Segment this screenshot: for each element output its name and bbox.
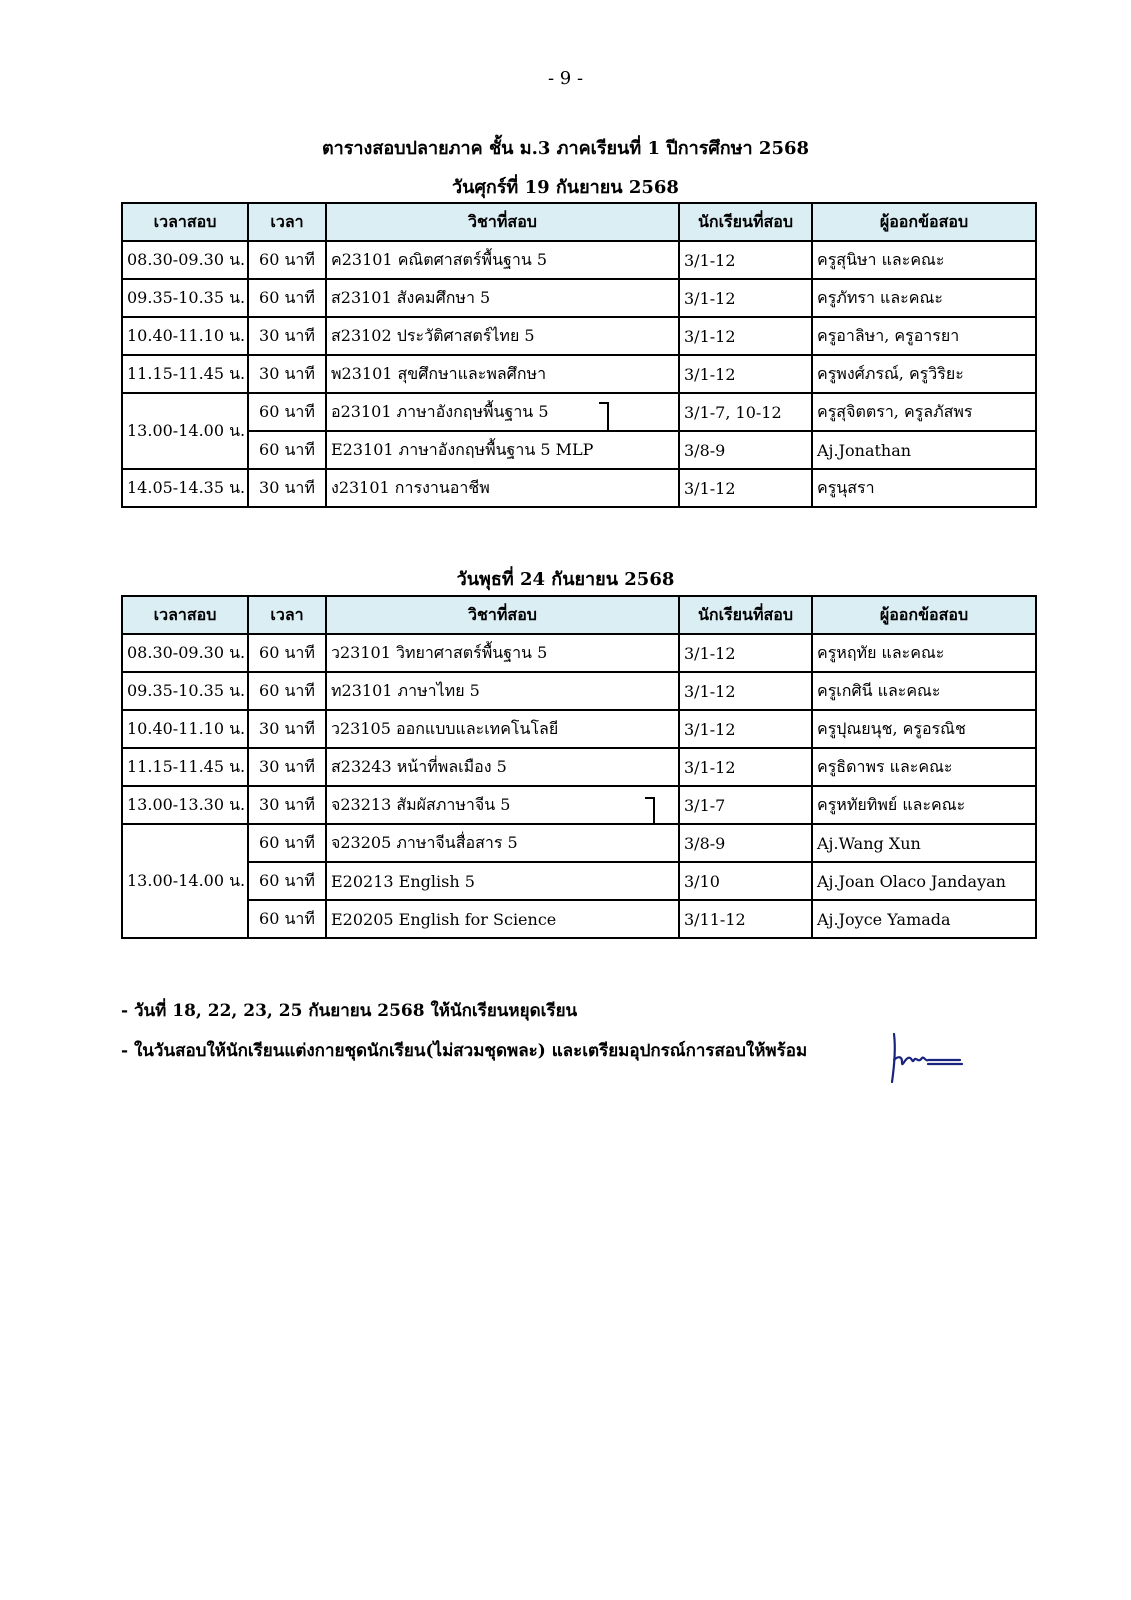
day2-schedule-table — [121, 595, 1037, 939]
subject: จ23213 สัมผัสภาษาจีน 5 — [331, 794, 511, 814]
duration: 30 นาที — [248, 469, 326, 507]
duration: 60 นาที — [248, 900, 326, 938]
table-row — [122, 634, 1036, 672]
table-row — [122, 317, 1036, 355]
exam-time: 13.00-13.30 น. — [122, 786, 248, 824]
exam-time: 10.40-11.10 น. — [122, 317, 248, 355]
examiner: ครูธิดาพร และคณะ — [812, 748, 1036, 786]
table-row — [122, 748, 1036, 786]
examiner: ครูนุสรา — [812, 469, 1036, 507]
subject: จ23205 ภาษาจีนสื่อสาร 5 — [326, 824, 679, 862]
subject-cell — [326, 393, 679, 431]
duration: 60 นาที — [248, 634, 326, 672]
table-row — [122, 279, 1036, 317]
duration: 30 นาที — [248, 710, 326, 748]
students: 3/1-12 — [679, 634, 812, 672]
examiner: ครูปุณยนุช, ครูอรณิช — [812, 710, 1036, 748]
duration: 60 นาที — [248, 393, 326, 431]
table-row — [122, 241, 1036, 279]
duration: 60 นาที — [248, 824, 326, 862]
exam-time: 09.35-10.35 น. — [122, 279, 248, 317]
subject: E20205 English for Science — [326, 900, 679, 938]
table-header-row — [122, 203, 1036, 241]
table-row — [122, 431, 1036, 469]
header-students: นักเรียนที่สอบ — [679, 596, 812, 634]
students: 3/8-9 — [679, 824, 812, 862]
duration: 60 นาที — [248, 279, 326, 317]
note-uniform: - ในวันสอบให้นักเรียนแต่งกายชุดนักเรียน(ไม่สวมชุดพละ) และเตรียมอุปกรณ์การสอบให้พร้อม — [121, 1041, 808, 1061]
students: 3/1-12 — [679, 279, 812, 317]
examiner: ครูสุนิษา และคณะ — [812, 241, 1036, 279]
exam-time: 09.35-10.35 น. — [122, 672, 248, 710]
subject: ส23101 สังคมศึกษา 5 — [326, 279, 679, 317]
table-row — [122, 469, 1036, 507]
header-examiner: ผู้ออกข้อสอบ — [812, 203, 1036, 241]
table-row — [122, 824, 1036, 862]
subject: ส23243 หน้าที่พลเมือง 5 — [326, 748, 679, 786]
students: 3/1-12 — [679, 710, 812, 748]
students: 3/1-12 — [679, 317, 812, 355]
examiner: ครูพงศ์ภรณ์, ครูวิริยะ — [812, 355, 1036, 393]
header-students: นักเรียนที่สอบ — [679, 203, 812, 241]
subject: ง23101 การงานอาชีพ — [326, 469, 679, 507]
header-duration: เวลา — [248, 203, 326, 241]
duration: 30 นาที — [248, 355, 326, 393]
note-holiday: - วันที่ 18, 22, 23, 25 กันยายน 2568 ให้นักเรียนหยุดเรียน — [121, 1001, 578, 1021]
header-subject: วิชาที่สอบ — [326, 203, 679, 241]
subject: ว23101 วิทยาศาสตร์พื้นฐาน 5 — [326, 634, 679, 672]
examiner: Aj.Joyce Yamada — [812, 900, 1036, 938]
duration: 30 นาที — [248, 748, 326, 786]
examiner: ครูอาลิษา, ครูอารยา — [812, 317, 1036, 355]
students: 3/1-12 — [679, 355, 812, 393]
signature-image — [888, 1030, 968, 1090]
examiner: ครูภัทรา และคณะ — [812, 279, 1036, 317]
students: 3/1-7 — [679, 786, 812, 824]
students: 3/1-7, 10-12 — [679, 393, 812, 431]
students: 3/1-12 — [679, 748, 812, 786]
bracket-mark — [645, 797, 655, 824]
header-duration: เวลา — [248, 596, 326, 634]
header-exam-time: เวลาสอบ — [122, 203, 248, 241]
day1-schedule-table — [121, 202, 1037, 508]
bracket-mark — [599, 402, 609, 431]
exam-time: 08.30-09.30 น. — [122, 241, 248, 279]
exam-time: 13.00-14.00 น. — [122, 393, 248, 469]
subject-cell — [326, 786, 679, 824]
day2-heading: วันพุธที่ 24 กันยายน 2568 — [456, 569, 675, 590]
students: 3/10 — [679, 862, 812, 900]
duration: 60 นาที — [248, 431, 326, 469]
duration: 60 นาที — [248, 862, 326, 900]
subject: E20213 English 5 — [326, 862, 679, 900]
exam-time: 10.40-11.10 น. — [122, 710, 248, 748]
students: 3/1-12 — [679, 469, 812, 507]
examiner: ครูเกศินี และคณะ — [812, 672, 1036, 710]
duration: 60 นาที — [248, 672, 326, 710]
examiner: ครูหฤทัย และคณะ — [812, 634, 1036, 672]
table-row — [122, 786, 1036, 824]
page-number: - 9 - — [547, 68, 584, 89]
students: 3/11-12 — [679, 900, 812, 938]
examiner: ครูสุจิตตรา, ครูลภัสพร — [812, 393, 1036, 431]
exam-time: 13.00-14.00 น. — [122, 824, 248, 938]
subject: ท23101 ภาษาไทย 5 — [326, 672, 679, 710]
subject: ส23102 ประวัติศาสตร์ไทย 5 — [326, 317, 679, 355]
exam-time: 11.15-11.45 น. — [122, 748, 248, 786]
exam-time: 14.05-14.35 น. — [122, 469, 248, 507]
subject: ว23105 ออกแบบและเทคโนโลยี — [326, 710, 679, 748]
examiner: Aj.Wang Xun — [812, 824, 1036, 862]
duration: 30 นาที — [248, 786, 326, 824]
subject: อ23101 ภาษาอังกฤษพื้นฐาน 5 — [331, 401, 549, 421]
table-row — [122, 355, 1036, 393]
header-subject: วิชาที่สอบ — [326, 596, 679, 634]
students: 3/8-9 — [679, 431, 812, 469]
exam-time: 08.30-09.30 น. — [122, 634, 248, 672]
subject: E23101 ภาษาอังกฤษพื้นฐาน 5 MLP — [326, 431, 679, 469]
duration: 30 นาที — [248, 317, 326, 355]
table-row — [122, 393, 1036, 431]
students: 3/1-12 — [679, 672, 812, 710]
examiner: ครูหทัยทิพย์ และคณะ — [812, 786, 1036, 824]
table-header-row — [122, 596, 1036, 634]
examiner: Aj.Jonathan — [812, 431, 1036, 469]
day1-heading: วันศุกร์ที่ 19 กันยายน 2568 — [452, 177, 679, 198]
subject: ค23101 คณิตศาสตร์พื้นฐาน 5 — [326, 241, 679, 279]
document-title: ตารางสอบปลายภาค ชั้น ม.3 ภาคเรียนที่ 1 ปีการศึกษา 2568 — [321, 138, 810, 159]
header-exam-time: เวลาสอบ — [122, 596, 248, 634]
table-row — [122, 900, 1036, 938]
students: 3/1-12 — [679, 241, 812, 279]
table-row — [122, 862, 1036, 900]
header-examiner: ผู้ออกข้อสอบ — [812, 596, 1036, 634]
subject: พ23101 สุขศึกษาและพลศึกษา — [326, 355, 679, 393]
table-row — [122, 710, 1036, 748]
exam-time: 11.15-11.45 น. — [122, 355, 248, 393]
duration: 60 นาที — [248, 241, 326, 279]
table-row — [122, 672, 1036, 710]
examiner: Aj.Joan Olaco Jandayan — [812, 862, 1036, 900]
